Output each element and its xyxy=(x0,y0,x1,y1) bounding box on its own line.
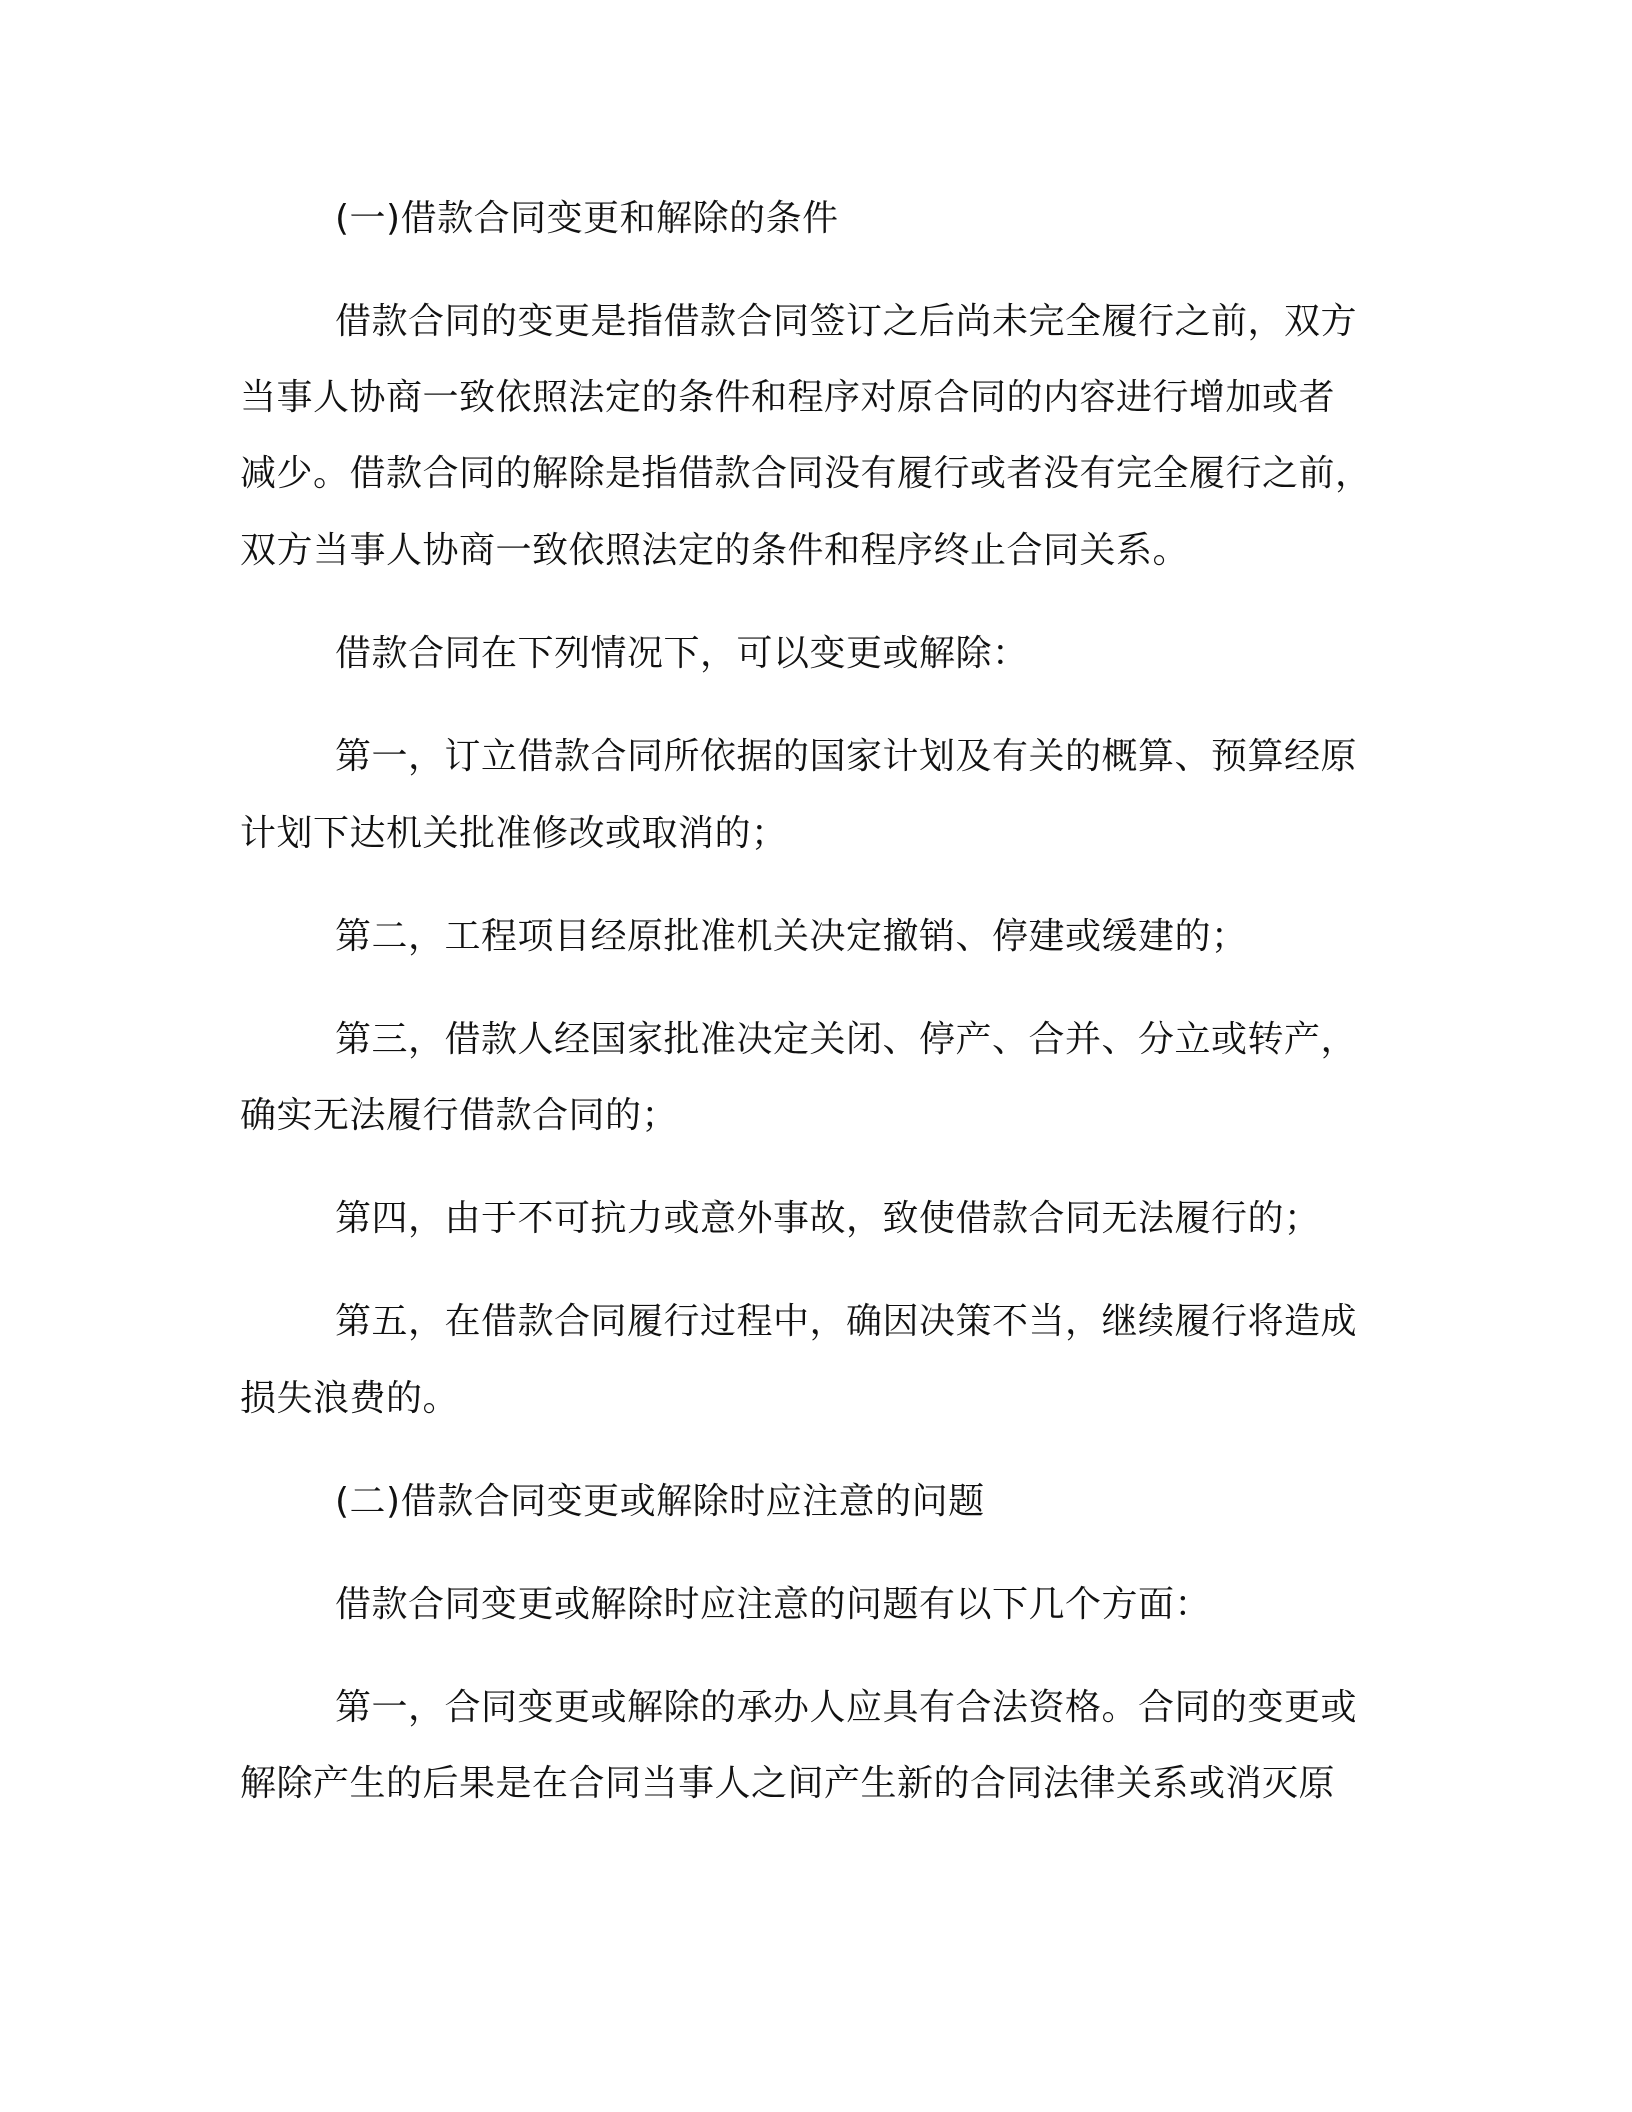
paragraph-line: 减少。借款合同的解除是指借款合同没有履行或者没有完全履行之前， xyxy=(240,453,1372,494)
paragraph-line: 借款合同在下列情况下，可以变更或解除： xyxy=(335,633,1029,674)
paragraph-line: 解除产生的后果是在合同当事人之间产生新的合同法律关系或消灭原 xyxy=(240,1763,1336,1804)
paragraph-line: 第五，在借款合同履行过程中，确因决策不当，继续履行将造成 xyxy=(335,1301,1358,1342)
paragraph-line: 第四，由于不可抗力或意外事故，致使借款合同无法履行的； xyxy=(335,1198,1321,1239)
paragraph-line: 借款合同的变更是指借款合同签订之后尚未完全履行之前，双方 xyxy=(335,301,1358,342)
paragraph-line: 双方当事人协商一致依照法定的条件和程序终止合同关系。 xyxy=(240,530,1190,571)
section-heading-2: (二)借款合同变更或解除时应注意的问题 xyxy=(335,1481,985,1522)
paragraph-line: 第一，合同变更或解除的承办人应具有合法资格。合同的变更或 xyxy=(335,1687,1358,1728)
paragraph-line: 损失浪费的。 xyxy=(240,1378,460,1419)
paragraph-line: 借款合同变更或解除时应注意的问题有以下几个方面： xyxy=(335,1584,1212,1625)
paragraph-line: 计划下达机关批准修改或取消的； xyxy=(240,813,788,854)
paragraph-line: 当事人协商一致依照法定的条件和程序对原合同的内容进行增加或者 xyxy=(240,377,1336,418)
paragraph-line: 第二，工程项目经原批准机关决定撤销、停建或缓建的； xyxy=(335,916,1248,957)
paragraph-line: 第三，借款人经国家批准决定关闭、停产、合并、分立或转产， xyxy=(335,1019,1358,1060)
paragraph-line: 确实无法履行借款合同的； xyxy=(240,1095,679,1136)
paragraph-line: 第一，订立借款合同所依据的国家计划及有关的概算、预算经原 xyxy=(335,736,1358,777)
section-heading-1: (一)借款合同变更和解除的条件 xyxy=(335,198,839,239)
